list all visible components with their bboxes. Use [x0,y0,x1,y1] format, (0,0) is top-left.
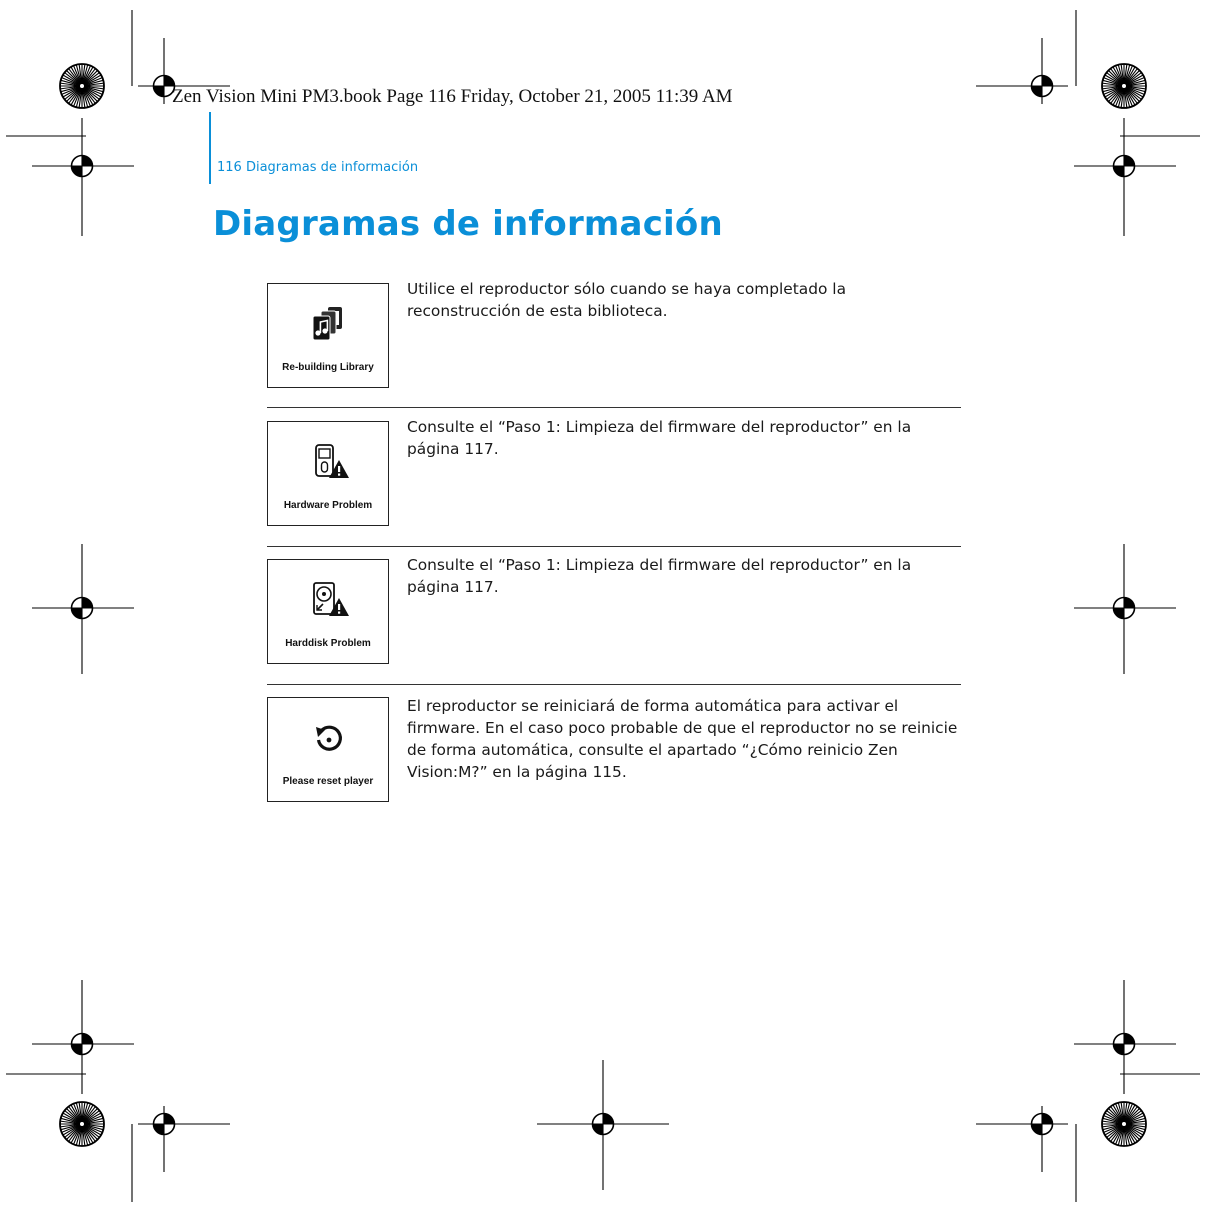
screen-image [267,283,389,388]
screen-image [267,421,389,526]
entry-divider [267,684,961,685]
entry-description: Consulte el “Paso 1: Limpieza del firmware del reproductor” en la página 117. [407,418,912,458]
entry-divider [267,407,961,408]
screen-label: Re-building Library [282,362,374,373]
screen-image [267,559,389,664]
entry-divider [267,546,961,547]
screen-label: Please reset player [282,776,374,787]
screen-image [267,697,389,802]
screen-label: Harddisk Problem [285,638,371,649]
music-library-icon [268,302,388,346]
screen-label: Hardware Problem [283,500,373,511]
harddisk-warning-icon [268,578,388,622]
player-warning-icon [268,440,388,484]
entry-description: Consulte el “Paso 1: Limpieza del firmware del reproductor” en la página 117. [407,556,912,596]
page-title: Diagramas de información [213,204,723,244]
entry-description: El reproductor se reiniciará de forma automática para activar el firmware. En el caso poco probable de que el reproductor no se reinicie de forma automática, consulte el apartado “¿Cómo reinicio Zen Vision:M?” en la página 115. [407,697,958,781]
reset-arrow-icon [268,716,388,760]
margin-rule [209,112,211,184]
print-slug: Zen Vision Mini PM3.book Page 116 Friday, October 21, 2005 11:39 AM [172,86,733,107]
entry-description: Utilice el reproductor sólo cuando se haya completado la reconstrucción de esta biblioteca. [407,280,847,320]
running-head: 116 Diagramas de información [217,160,419,175]
